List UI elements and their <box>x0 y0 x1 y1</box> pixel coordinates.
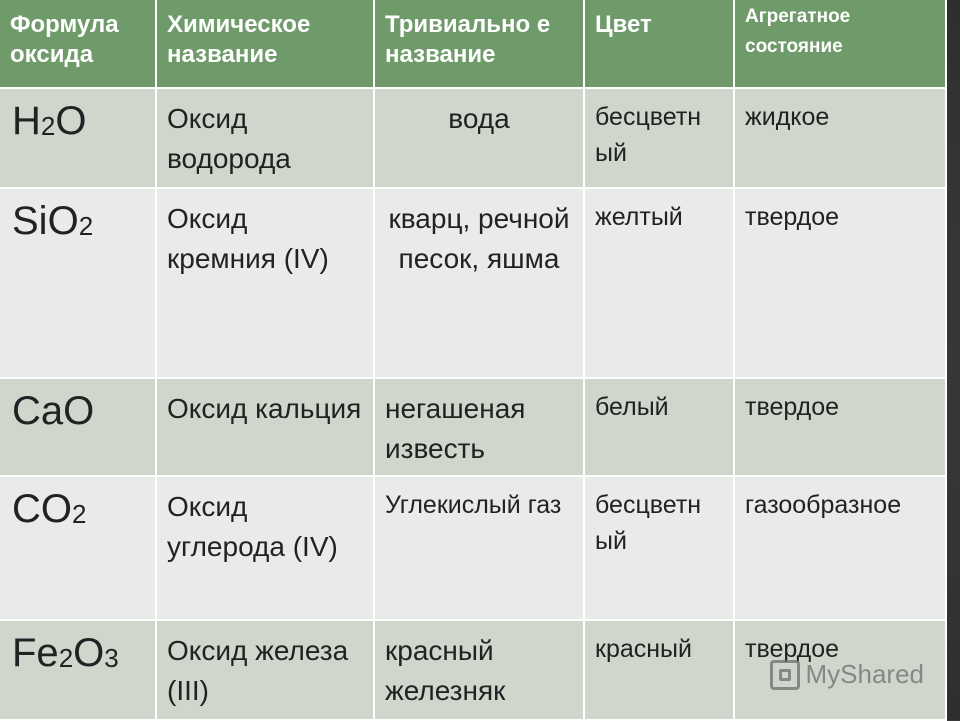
trivial-name-cell: Углекислый газ <box>374 476 584 620</box>
trivial-name-cell: кварц, речной песок, яшма <box>374 188 584 378</box>
formula-cell: $Fe_2O_3$ <box>0 620 156 720</box>
table-row <box>0 188 946 378</box>
state-cell: твердое <box>734 620 946 720</box>
formula-cell: SiO$_2$ <box>0 188 156 378</box>
color-cell: желтый <box>584 188 734 378</box>
color-cell: бесцветн ый <box>584 476 734 620</box>
header-color: Цвет <box>584 0 734 88</box>
table-row <box>0 378 946 476</box>
state-cell: твердое <box>734 378 946 476</box>
trivial-name-cell: красный железняк <box>374 620 584 720</box>
myshared-logo-icon <box>770 660 800 690</box>
color-cell: бесцветн ый <box>584 88 734 188</box>
chemical-name-cell: Оксид железа (III) <box>156 620 374 720</box>
trivial-name-cell: негашеная известь <box>374 378 584 476</box>
state-cell: жидкое <box>734 88 946 188</box>
chemical-name-cell: Оксид водорода <box>156 88 374 188</box>
formula-cell: $CO_2$ <box>0 476 156 620</box>
formula-cell: CaO <box>0 378 156 476</box>
watermark <box>770 659 925 690</box>
table-row <box>0 88 946 188</box>
table-header-row <box>0 0 946 88</box>
header-state: Агрегатное состояние <box>734 0 946 88</box>
formula-cell: $H_2O$ <box>0 88 156 188</box>
table-row <box>0 476 946 620</box>
header-chemical-name: Химическое название <box>156 0 374 88</box>
chemical-name-cell: Оксид углерода (IV) <box>156 476 374 620</box>
color-cell: белый <box>584 378 734 476</box>
header-trivial-name: Тривиально е название <box>374 0 584 88</box>
watermark-text: MyShared <box>805 659 924 689</box>
chemical-name-cell: Оксид кальция <box>156 378 374 476</box>
state-cell: твердое <box>734 188 946 378</box>
state-cell: газообразное <box>734 476 946 620</box>
header-formula: Формула оксида <box>0 0 156 88</box>
trivial-name-cell: вода <box>374 88 584 188</box>
color-cell: красный <box>584 620 734 720</box>
chemical-name-cell: Оксид кремния (IV) <box>156 188 374 378</box>
